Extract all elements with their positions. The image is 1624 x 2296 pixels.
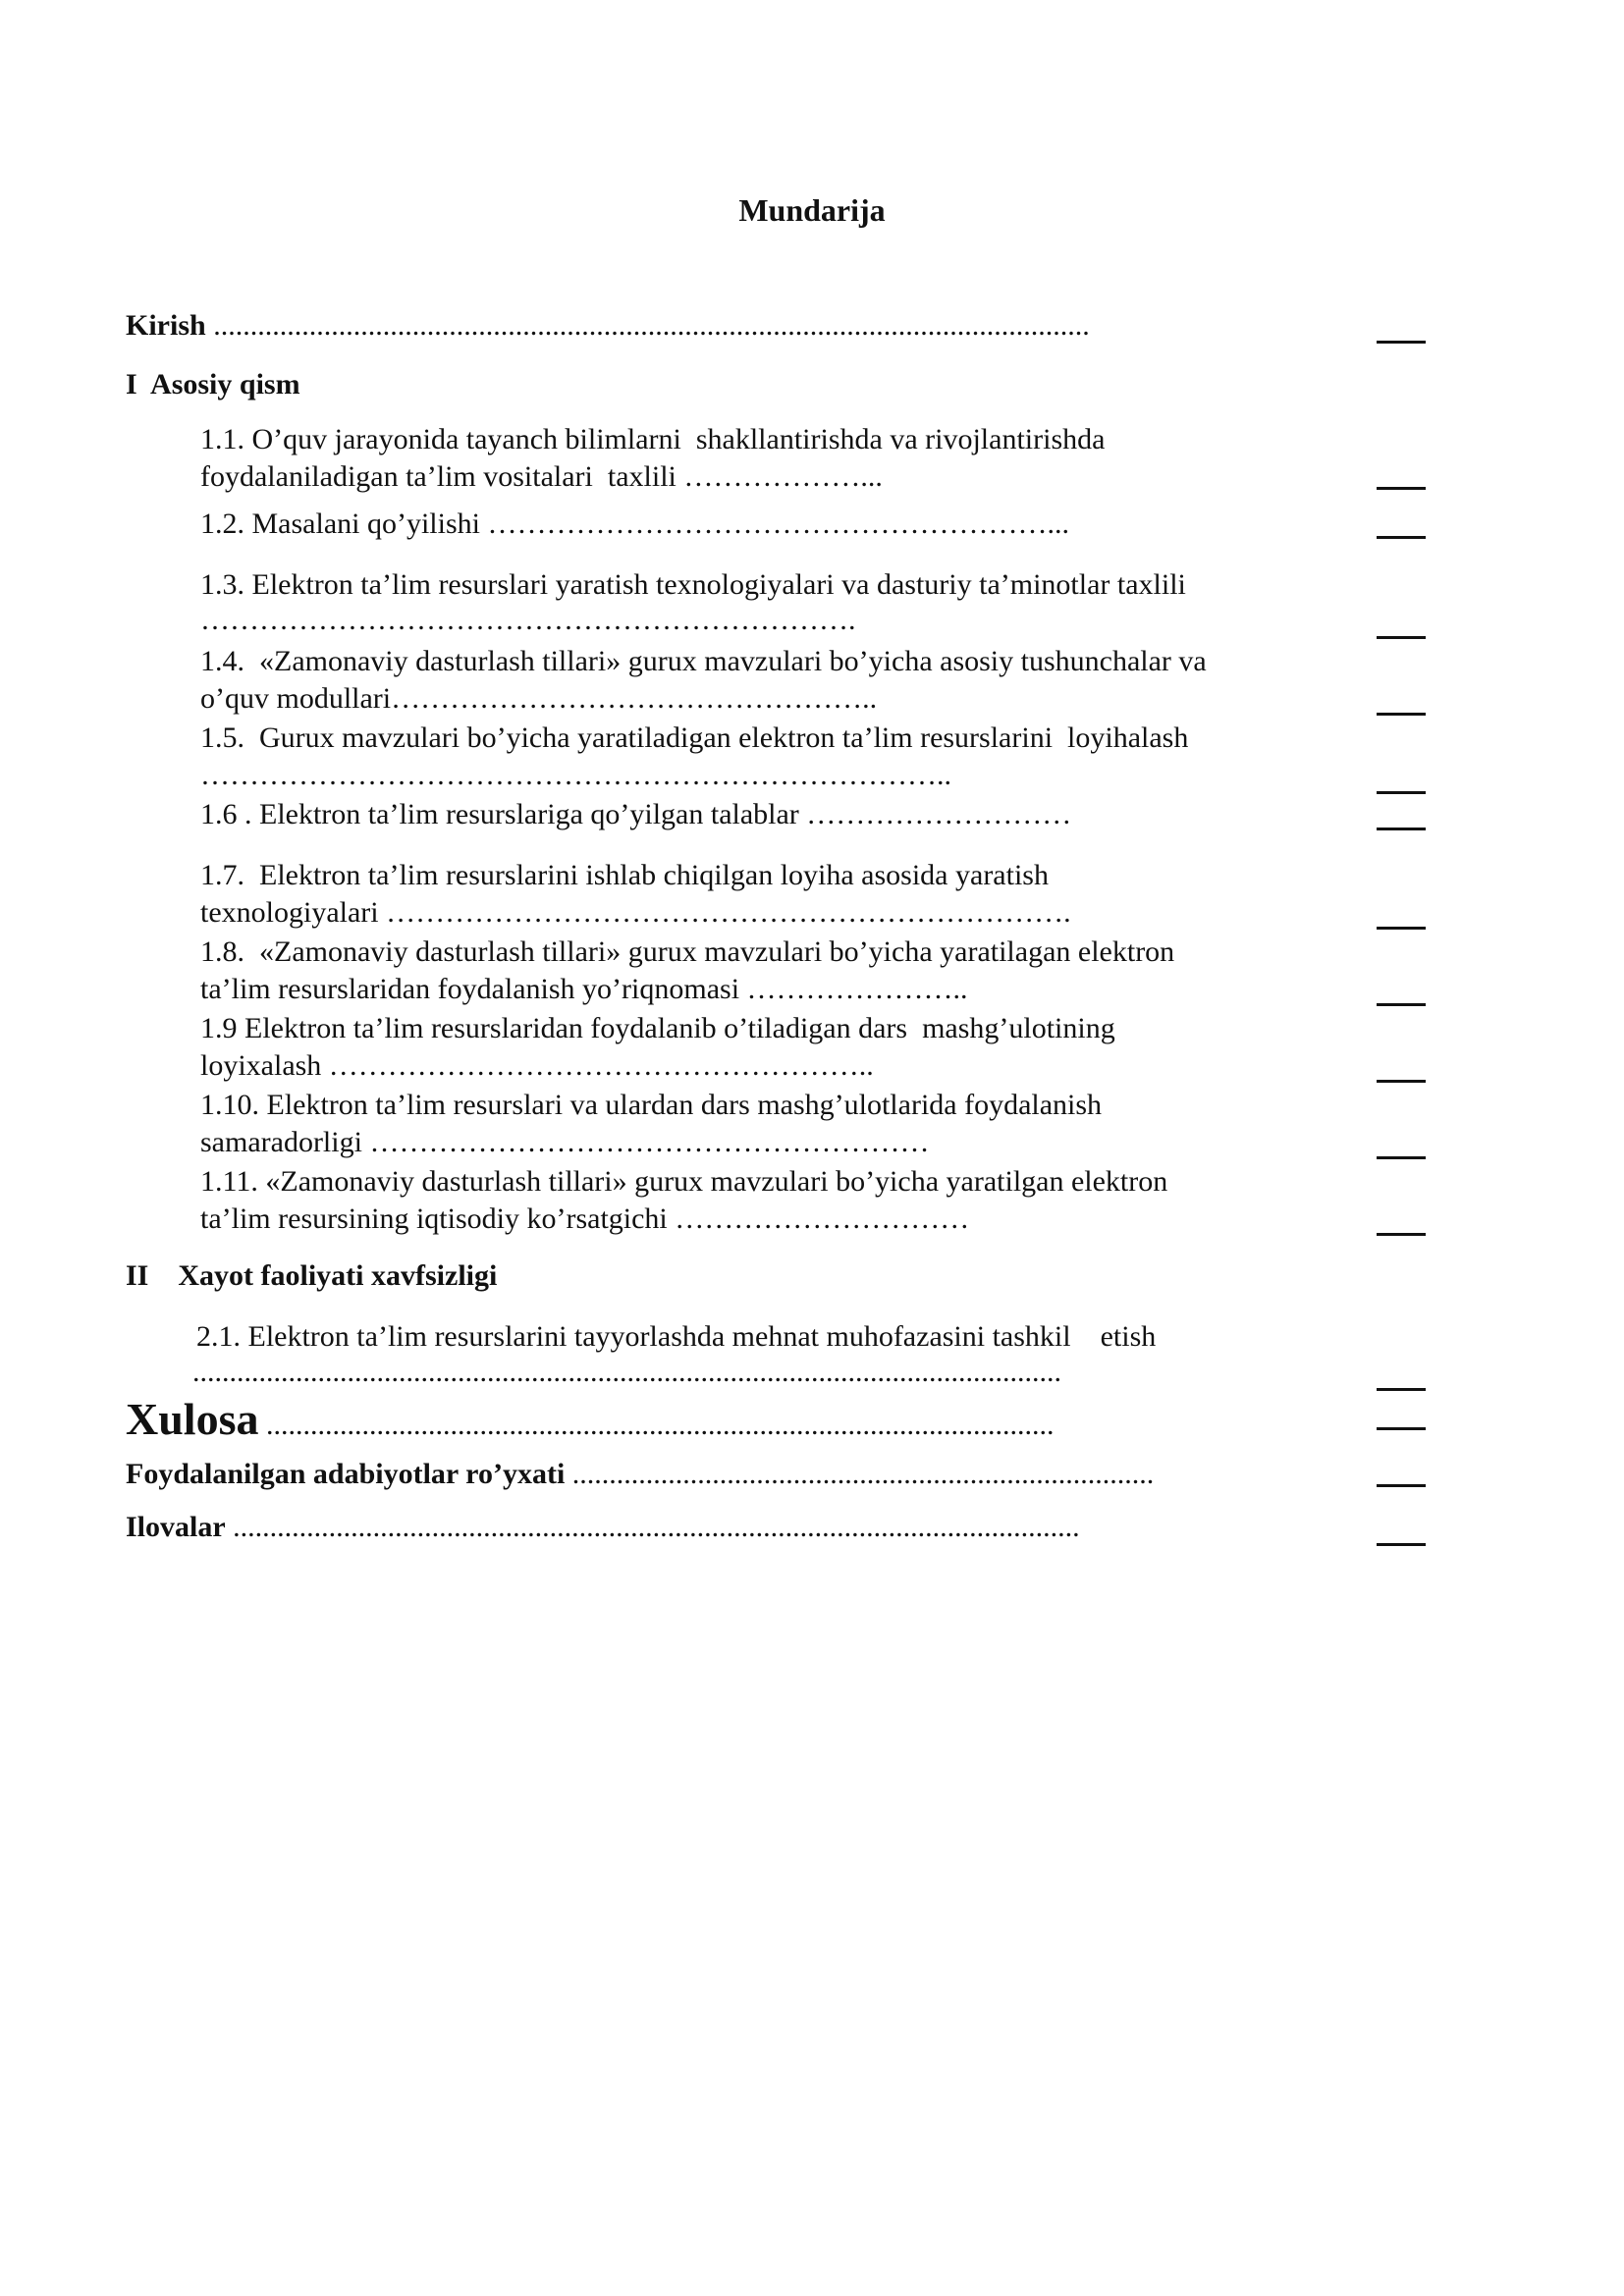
toc-label-adabiyotlar: Foydalanilgan adabiyotlar ro’yxati <box>126 1458 566 1490</box>
page-number-placeholder <box>1377 1543 1426 1546</box>
toc-entry-1-5-cont: ………………………………………………………………….. <box>200 759 951 791</box>
toc-entry-1-8: 1.8. «Zamonaviy dasturlash tillari» gurux mavzulari bo’yicha yaratilagan elektron <box>200 935 1175 968</box>
part-label: Xayot faoliyati xavfsizligi <box>178 1259 498 1292</box>
page-number-placeholder <box>1377 1003 1426 1006</box>
page-number-placeholder <box>1377 536 1426 539</box>
part-number: II <box>126 1259 149 1292</box>
toc-entry-1-3: 1.3. Elektron ta’lim resurslari yaratish texnologiyalari va dasturiy ta’minotlar taxlili <box>200 568 1186 601</box>
toc-entry-1-2: 1.2. Masalani qo’yilishi …………………………………………………... <box>200 507 1069 540</box>
toc-entry-kirish <box>126 308 1090 344</box>
part-number: I <box>126 368 137 400</box>
toc-entry-1-7-cont: texnologiyalari ……………………………………………………………. <box>200 896 1071 929</box>
page-number-placeholder <box>1377 713 1426 716</box>
toc-entry-ilovalar <box>126 1510 1080 1545</box>
page-number-placeholder <box>1377 1388 1426 1391</box>
toc-entry-2-1: 2.1. Elektron ta’lim resurslarini tayyorlashda mehnat muhofazasini tashkil etish <box>196 1320 1157 1353</box>
page-number-placeholder <box>1377 828 1426 830</box>
toc-entry-1-7: 1.7. Elektron ta’lim resurslarini ishlab chiqilgan loyiha asosida yaratish <box>200 859 1049 891</box>
page-title: Mundarija <box>738 192 886 228</box>
toc-entry-1-1-cont: foydalaniladigan ta’lim vositalari taxlili ………………... <box>200 460 883 493</box>
page-number-placeholder <box>1377 341 1426 344</box>
section-heading-part1 <box>126 367 300 402</box>
toc-label-xulosa: Xulosa <box>126 1394 259 1444</box>
section-heading-part2 <box>126 1258 497 1294</box>
toc-entry-adabiyotlar <box>126 1457 1154 1492</box>
toc-leader: ........................................................................................................... <box>258 1409 1055 1441</box>
toc-entry-xulosa <box>126 1394 1054 1451</box>
toc-entry-1-9-cont: loyixalash ……………………………………………….. <box>200 1049 874 1082</box>
toc-entry-1-1: 1.1. O’quv jarayonida tayanch bilimlarni shakllantirishda va rivojlantirishda <box>200 423 1106 455</box>
toc-leader: ............................................................................... <box>565 1458 1155 1490</box>
toc-entry-1-4-cont: o’quv modullari………………………………………….. <box>200 682 878 715</box>
page-number-placeholder <box>1377 927 1426 930</box>
toc-leader: ....................................................................................................................... <box>205 309 1090 342</box>
toc-entry-1-4: 1.4. «Zamonaviy dasturlash tillari» gurux mavzulari bo’yicha asosiy tushunchalar va <box>200 645 1207 677</box>
toc-entry-1-5: 1.5. Gurux mavzulari bo’yicha yaratiladigan elektron ta’lim resurslarini loyihalash <box>200 721 1189 754</box>
part-label: Asosiy qism <box>150 368 300 400</box>
toc-entry-1-9: 1.9 Elektron ta’lim resurslaridan foydalanib o’tiladigan dars mashg’ulotining <box>200 1012 1115 1044</box>
page-number-placeholder <box>1377 1427 1426 1430</box>
toc-entry-1-3-cont: …………………………………………………………. <box>200 604 856 636</box>
page-number-placeholder <box>1377 636 1426 639</box>
toc-entry-1-10: 1.10. Elektron ta’lim resurslari va ulardan dars mashg’ulotlarida foydalanish <box>200 1089 1103 1121</box>
toc-entry-1-11: 1.11. «Zamonaviy dasturlash tillari» gurux mavzulari bo’yicha yaratilgan elektron <box>200 1165 1168 1198</box>
page-number-placeholder <box>1377 1156 1426 1159</box>
toc-entry-1-6: 1.6 . Elektron ta’lim resurslariga qo’yilgan talablar ……………………… <box>200 798 1072 830</box>
toc-entry-1-10-cont: samaradorligi ………………………………………………… <box>200 1126 930 1158</box>
page-number-placeholder <box>1377 1233 1426 1236</box>
page-number-placeholder <box>1377 1080 1426 1083</box>
toc-label-ilovalar: Ilovalar <box>126 1511 226 1543</box>
page-number-placeholder <box>1377 1484 1426 1487</box>
toc-entry-1-8-cont: ta’lim resurslaridan foydalanish yo’riqnomasi ………………….. <box>200 973 968 1005</box>
page-number-placeholder <box>1377 487 1426 490</box>
toc-label-kirish: Kirish <box>126 309 206 342</box>
toc-entry-2-1-cont: ...................................................................................................................... <box>192 1356 1061 1388</box>
page-number-placeholder <box>1377 791 1426 794</box>
toc-leader: ................................................................................................................... <box>225 1511 1080 1543</box>
toc-entry-1-11-cont: ta’lim resursining iqtisodiy ko’rsatgichi ………………………… <box>200 1202 970 1235</box>
